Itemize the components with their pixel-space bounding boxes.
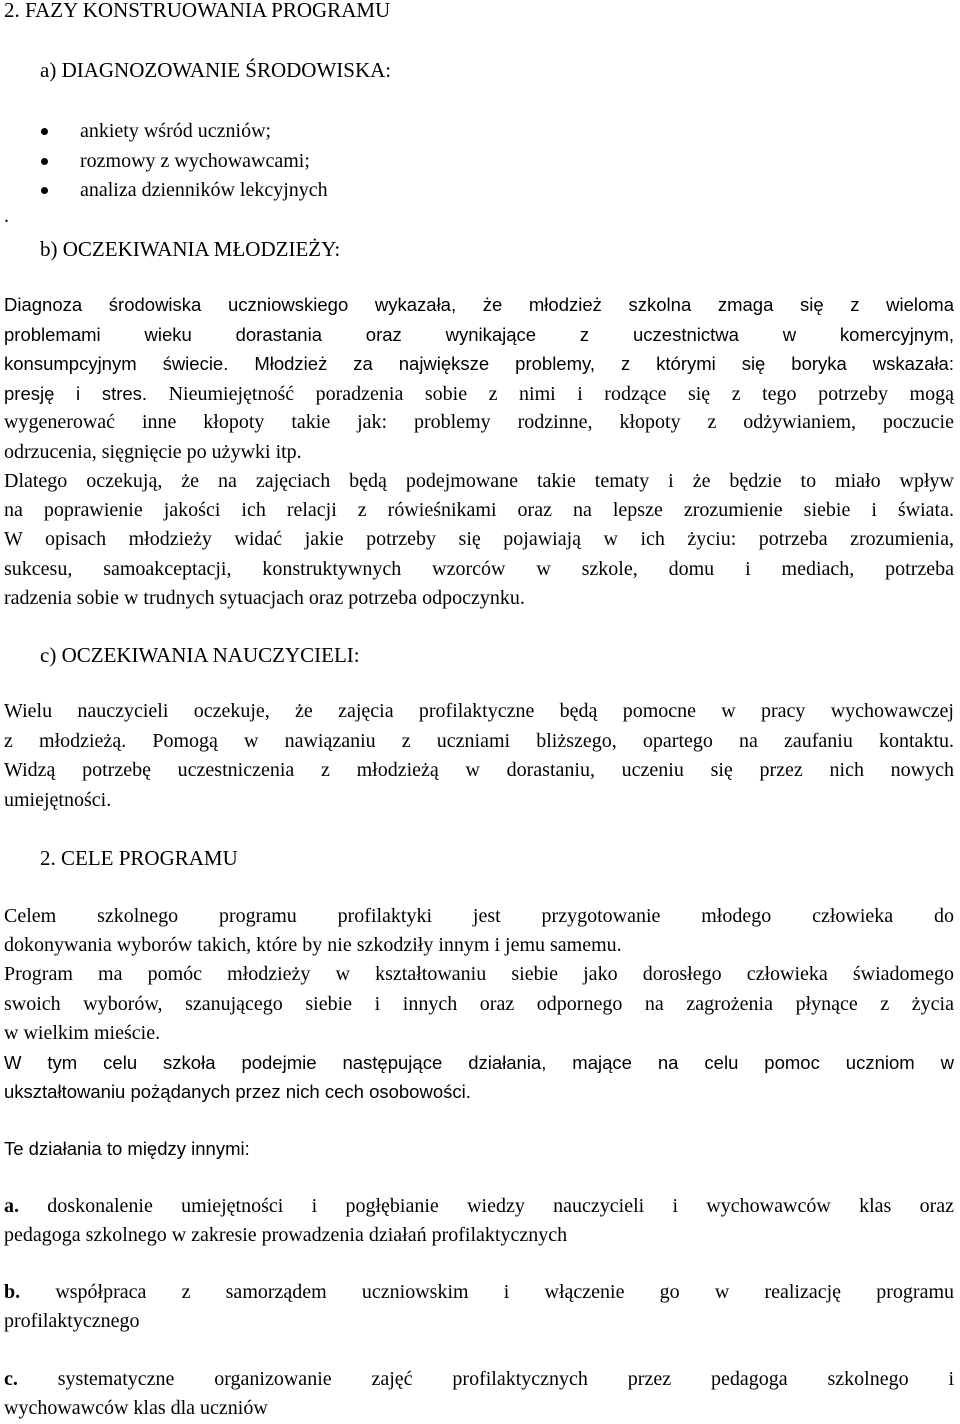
paragraph-line: b. współpraca z samorządem uczniowskim i włączenie go w realizację programu [4,1281,954,1303]
paragraph-line: c. systematyczne organizowanie zajęć profilaktycznych przez pedagoga szkolnego i [4,1368,954,1390]
diagnosis-heading: a) DIAGNOZOWANIE ŚRODOWISKA: [40,58,392,82]
bullet-icon [41,187,48,194]
paragraph-line: Program ma pomóc młodzieży w kształtowaniu siebie jako dorosłego człowieka świadomego [4,963,954,985]
paragraph-line: profilaktycznego [4,1310,140,1332]
action-marker: a. [4,1195,19,1217]
paragraph-line: radzenia sobie w trudnych sytuacjach oraz potrzeba odpoczynku. [4,587,525,609]
paragraph-line: odrzucenia, sięgnięcie po używki itp. [4,441,302,463]
paragraph-line: pedagoga szkolnego w zakresie prowadzenia działań profilaktycznych [4,1224,568,1246]
paragraph-line: dokonywania wyborów takich, które by nie szkodziły innym i jemu samemu. [4,934,622,956]
paragraph-line: Dlatego oczekują, że na zajęciach będą podejmowane takie tematy i że będzie to miało wpływ [4,470,954,492]
paragraph-line: umiejętności. [4,789,112,811]
paragraph-line: wychowawców klas dla uczniów [4,1397,268,1419]
diagnosis-item-text: ankiety wśród uczniów; [80,120,272,142]
paragraph-line: wygenerować inne kłopoty takie jak: problemy rodzinne, kłopoty z odżywianiem, poczucie [4,411,954,433]
paragraph-line: Diagnoza środowiska uczniowskiego wykazała, że młodzież szkolna zmaga się z wieloma [4,294,954,315]
youth-expectations-heading: b) OCZEKIWANIA MŁODZIEŻY: [40,237,341,261]
paragraph-line: na poprawienie jakości ich relacji z rówieśnikami oraz na lepsze zrozumienie siebie i świata. [4,499,954,521]
action-marker: c. [4,1368,18,1390]
stray-mark: . [4,205,9,227]
paragraph-line: problemami wieku dorastania oraz wynikające z uczestnictwa w komercyjnym, [4,324,954,345]
paragraph-line: Widzą potrzebę uczestniczenia z młodzieżą w dorastaniu, uczeniu się przez nich nowych [4,759,954,781]
paragraph-line: a. doskonalenie umiejętności i pogłębianie wiedzy nauczycieli i wychowawców klas oraz [4,1195,954,1217]
section-title-phases: 2. FAZY KONSTRUOWANIA PROGRAMU [4,0,391,22]
paragraph-line: presję i stres. Nieumiejętność poradzenia sobie z nimi i rodzące się z tego potrzeby mogą [4,383,954,405]
teacher-expectations-heading: c) OCZEKIWANIA NAUCZYCIELI: [40,643,360,667]
actions-intro: Te działania to między innymi: [4,1138,250,1159]
paragraph-line: Celem szkolnego programu profilaktyki jest przygotowanie młodego człowieka do [4,905,954,927]
paragraph-line: w wielkim mieście. [4,1022,161,1044]
diagnosis-item-text: analiza dzienników lekcyjnych [80,179,328,201]
paragraph-line: konsumpcyjnym świecie. Młodzież za największe problemy, z którymi się boryka wskazała: [4,353,954,374]
diagnosis-item-text: rozmowy z wychowawcami; [80,150,310,172]
paragraph-line: W tym celu szkoła podejmie następujące działania, mające na celu pomoc uczniom w [4,1052,954,1073]
paragraph-line: ukształtowaniu pożądanych przez nich cech osobowości. [4,1081,471,1102]
paragraph-line: z młodzieżą. Pomogą w nawiązaniu z uczniami bliższego, opartego na zaufaniu kontaktu. [4,730,954,752]
bullet-icon [41,128,48,135]
bullet-icon [41,158,48,165]
paragraph-line: Wielu nauczycieli oczekuje, że zajęcia profilaktyczne będą pomocne w pracy wychowawczej [4,700,954,722]
paragraph-line: sukcesu, samoakceptacji, konstruktywnych wzorców w szkole, domu i mediach, potrzeba [4,558,954,580]
section-title-goals: 2. CELE PROGRAMU [40,846,238,870]
paragraph-line: W opisach młodzieży widać jakie potrzeby się pojawiają w ich życiu: potrzeba zrozumienia, [4,528,954,550]
action-marker: b. [4,1281,21,1303]
paragraph-line: swoich wyborów, szanującego siebie i innych oraz odpornego na zagrożenia płynące z życia [4,993,954,1015]
